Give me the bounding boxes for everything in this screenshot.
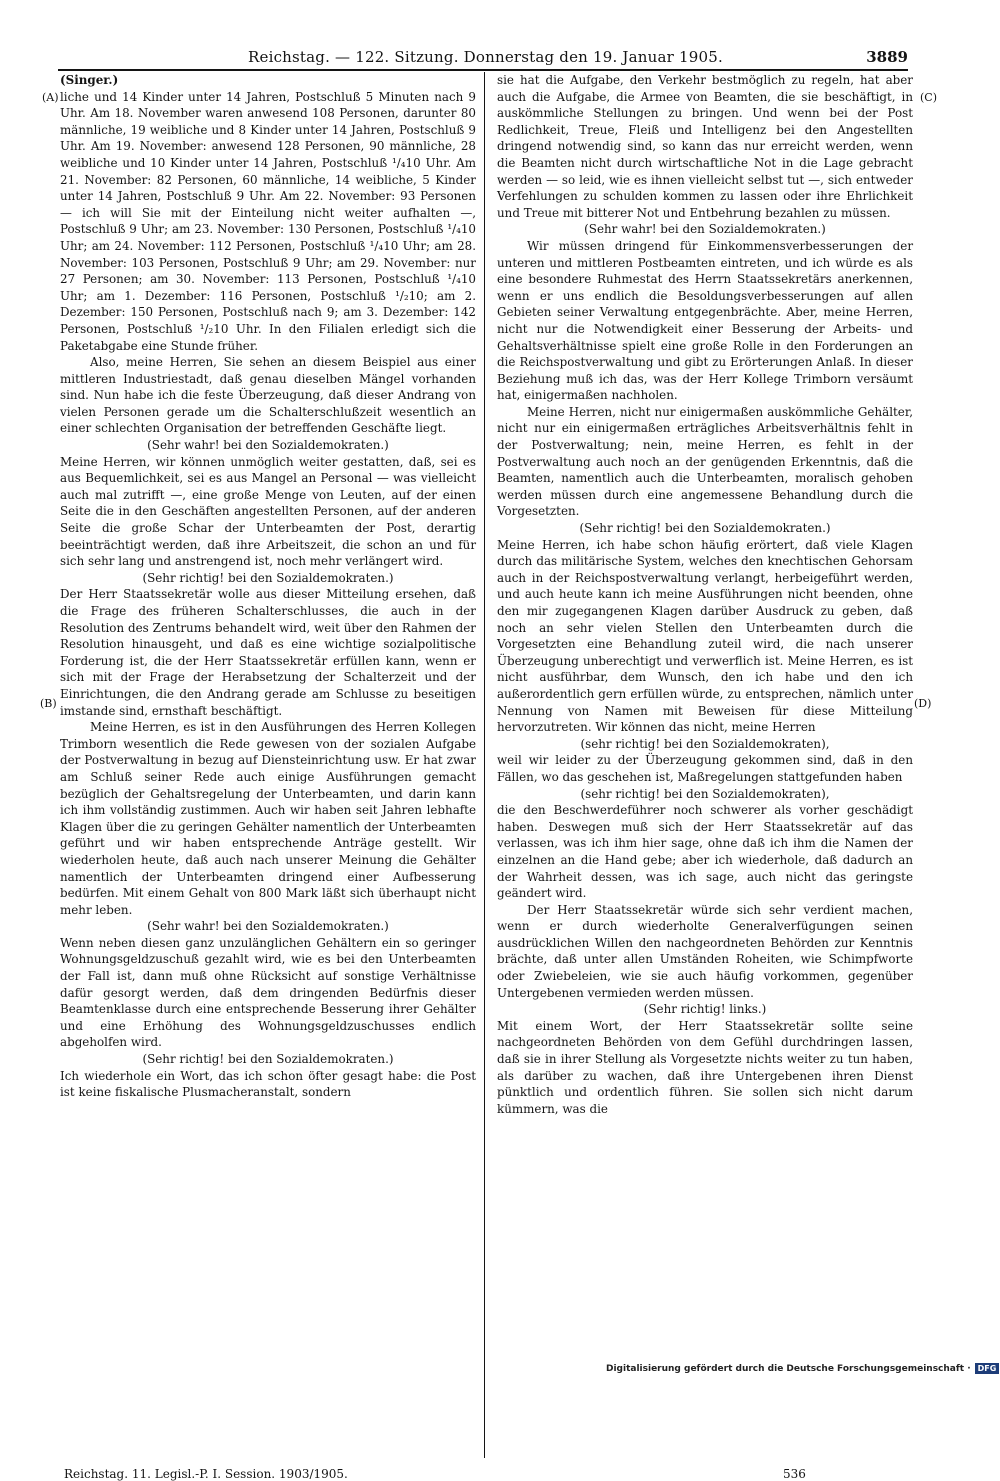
paragraph: Der Herr Staatssekretär würde sich sehr verdient machen, wenn er durch wiederholte Generalverfügungen seinen ausdrücklichen Willen den nachgeordneten Behörden zur Kenntnis brächte, daß unter allen Umständen Roheiten, wie Schimpfworte oder Zwiebeleien, wie sie auch häufig vorkommen, gegenüber Untergebenen vermieden werden müssen. — [497, 902, 913, 1000]
paragraph: Ich wiederhole ein Wort, das ich schon öfter gesagt habe: die Post ist keine fiskalische Plusmacheranstalt, sondern — [60, 1068, 476, 1100]
running-header — [58, 46, 908, 68]
paragraph: Meine Herren, ich habe schon häufig erörtert, daß viele Klagen durch das militärische System, welches den knechtischen Gehorsam auch in der Reichspostverwaltung verlangt, herbeigeführt werden, und auch heute kann ich meine Ausführungen nicht beenden, ohne den mir zugegangenen Klagen darüber Ausdruck zu geben, daß noch an sehr vielen Stellen den Unterbeamten durch die Vorgesetzten eine Behandlung zuteil wird, die nach unserer Überzeugung unberechtigt und verwerflich ist. Meine Herren, es ist nicht ausführbar, dem Wunsch, den ich habe und den ich außerordentlich gern erfüllen würde, zu entsprechen, nämlich unter Nennung von Namen mit Beweisen für diese Mitteilung hervorzutreten. Wir können das nicht, meine Herren — [497, 537, 913, 735]
paragraph: Mit einem Wort, der Herr Staatssekretär sollte seine nachgeordneten Behörden von dem Gefühl durchdringen lassen, daß sie in ihrer Stellung als Vorgesetzte nichts weiter zu tun haben, als darüber zu wachen, daß ihre Untergebenen ihren Dienst pünktlich und ordentlich führen. Sie sollen sich nicht darum kümmern, was die — [497, 1018, 913, 1116]
interjection: (sehr richtig! bei den Sozialdemokraten), — [580, 786, 830, 801]
funding-note — [606, 1363, 999, 1375]
header-title: Reichstag. — 122. Sitzung. Donnerstag den 19. Januar 1905. — [248, 48, 723, 66]
funding-note-text: Digitalisierung gefördert durch die Deutsche Forschungsgemeinschaft · — [606, 1364, 971, 1374]
margin-marker-c: (C) — [920, 91, 937, 104]
interjection: (Sehr richtig! bei den Sozialdemokraten.) — [142, 570, 394, 585]
header-rule — [58, 69, 908, 71]
dfg-logo: DFG — [975, 1363, 1000, 1374]
interjection: (Sehr wahr! bei den Sozialdemokraten.) — [147, 919, 389, 934]
interjection: (Sehr wahr! bei den Sozialdemokraten.) — [147, 438, 389, 453]
speaker-name: (Singer.) — [60, 73, 119, 87]
interjection: (Sehr wahr! bei den Sozialdemokraten.) — [584, 222, 826, 237]
paragraph: weil wir leider zu der Überzeugung gekommen sind, daß in den Fällen, wo das geschehen ist, Maßregelungen stattgefunden haben — [497, 753, 913, 784]
paragraph: Meine Herren, wir können unmöglich weiter gestatten, daß, sei es aus Bequemlichkeit, sei es aus Mangel an Personal — was vielleicht auch mal zutrifft —, eine große Menge von Leuten, auf der einen Seite die in den Geschäften angestellten Personen, auf der anderen Seite die große Schar der Unterbeamten der Post, derartig beeinträchtigt werden, daß ihre Arbeitszeit, die schon an und für sich sehr lang und anstrengend ist, noch mehr verlängert wird. — [60, 454, 476, 569]
paragraph: Also, meine Herren, Sie sehen an diesem Beispiel aus einer mittleren Industriestadt, daß genau dieselben Mängel vorhanden sind. Nun habe ich die feste Überzeugung, daß dieser Andrang von vielen Personen gerade um die Schalterschlußzeit wesentlich an einer schlechten Organisation der betreffenden Geschäfte liegt. — [60, 355, 476, 436]
paragraph: liche und 14 Kinder unter 14 Jahren, Postschluß 5 Minuten nach 9 Uhr. Am 18. November waren anwesend 108 Personen, darunter 80 männliche, 19 weibliche und 8 Kinder unter 14 Jahren, Postschluß 9 Uhr. Am 19. November: anwesend 128 Personen, 90 männliche, 28 weibliche und 10 Kinder unter 14 Jahren, Postschluß ¹/₄10 Uhr. Am 21. November: 82 Personen, 60 männliche, 14 weibliche, 5 Kinder unter 14 Jahren, Postschluß 9 Uhr. Am 22. November: 93 Personen — ich will Sie mit der Einteilung nicht weiter aufhalten —, Postschluß 9 Uhr; am 23. November: 130 Personen, Postschluß ¹/₄10 Uhr; am 24. November: 112 Personen, Postschluß ¹/₄10 Uhr; am 28. November: 103 Personen, Postschluß 9 Uhr; am 29. November: nur 27 Personen; am 30. November: 113 Personen, Postschluß ¹/₄10 Uhr; am 1. Dezember: 116 Personen, Postschluß ¹/₂10; am 2. Dezember: 150 Personen, Postschluß nach 9; am 3. Dezember: 142 Personen, Postschluß ¹/₂10 Uhr. In den Filialen erledigt sich die Paketabgabe eine Stunde früher. — [60, 89, 476, 353]
paragraph: sie hat die Aufgabe, den Verkehr bestmöglich zu regeln, hat aber auch die Aufgabe, die Armee von Beamten, die sie beschäftigt, in auskömmliche Stellungen zu bringen. Und wenn bei der Post Redlichkeit, Treue, Fleiß und Intelligenz bei den Angestellten dringend notwendig sind, so kann das nur erreicht werden, wenn die Beamten nicht durch wirtschaftliche Not in die Lage gebracht werden — so leid, wie es ihnen vielleicht selbst tut —, sich entweder Verfehlungen zu schulden kommen zu lassen oder ihre Ehrlichkeit und Treue mit bitterer Not und Entbehrung bezahlen zu müssen. — [497, 73, 913, 220]
margin-marker-a: (A) — [42, 91, 59, 104]
margin-marker-b: (B) — [40, 697, 57, 710]
interjection: (Sehr richtig! bei den Sozialdemokraten.) — [142, 1052, 394, 1067]
paragraph: Wenn neben diesen ganz unzulänglichen Gehältern ein so geringer Wohnungsgeldzuschuß gezahlt wird, wie es bei den Unterbeamten der Fall ist, dann muß ohne Rücksicht auf sonstige Verhältnisse dafür gesorgt werden, daß dem dringenden Bedürfnis dieser Beamtenklasse durch eine entsprechende Besserung ihrer Gehälter und eine Erhöhung des Wohnungsgeldzuschusses endlich abgeholfen wird. — [60, 935, 476, 1050]
paragraph: die den Beschwerdeführer noch schwerer als vorher geschädigt haben. Deswegen muß sich der Herr Staatssekretär auf das verlassen, was ich ihm hier sage, ohne daß ich ihm die Namen der einzelnen an die Hand gebe; aber ich wiederhole, daß dadurch an der Wahrheit dessen, was ich sage, auch nicht das geringste geändert wird. — [497, 803, 913, 901]
paragraph: Meine Herren, es ist in den Ausführungen des Herren Kollegen Trimborn wesentlich die Rede gewesen von der sozialen Aufgabe der Postverwaltung in bezug auf Diensteinrichtung usw. Er hat zwar am Schluß seiner Rede auch einige Ausführungen gemacht bezüglich der Gehaltsregelung der Unterbeamten, und darin kann ich ihm vollständig zustimmen. Auch wir haben seit Jahren lebhafte Klagen über die zu geringen Gehälter namentlich der Unterbeamten geführt und wir haben entsprechende Anträge gestellt. Wir wiederholen heute, daß auch nach unserer Meinung die Gehälter namentlich der Unterbeamten dringend einer Aufbesserung bedürfen. Mit einem Gehalt von 800 Mark läßt sich überhaupt nicht mehr leben. — [60, 720, 476, 917]
column-divider — [484, 72, 485, 1458]
footer-sheet-number: 536 — [783, 1467, 806, 1481]
interjection: (Sehr richtig! links.) — [643, 1002, 767, 1017]
right-column — [497, 72, 913, 1117]
interjection: (sehr richtig! bei den Sozialdemokraten), — [580, 736, 830, 751]
paragraph: Meine Herren, nicht nur einigermaßen auskömmliche Gehälter, nicht nur ein einigermaßen erträgliches Arbeitsverhältnis fehlt in der Postverwaltung; nein, meine Herren, es fehlt in der Postverwaltung auch noch an der genügenden Erkenntnis, daß die Beamten, namentlich auch die Unterbeamten, moralisch gehoben werden müssen durch eine angemessene Behandlung durch die Vorgesetzten. — [497, 404, 913, 519]
page-number: 3889 — [866, 48, 908, 66]
interjection: (Sehr richtig! bei den Sozialdemokraten.) — [579, 521, 831, 536]
footer-session-note: Reichstag. 11. Legisl.-P. I. Session. 1903/1905. — [64, 1467, 348, 1481]
paragraph: Wir müssen dringend für Einkommensverbesserungen der unteren und mittleren Postbeamten eintreten, und ich würde es als eine besondere Ruhmestat des Herrn Staatssekretärs anerkennen, wenn er uns endlich die Besoldungsverbesserungen auf allen Gebieten seiner Verwaltung entgegenbrächte. Aber, meine Herren, nicht nur die Notwendigkeit einer Besserung der Arbeits- und Gehaltsverhältnisse spielt eine große Rolle in den Forderungen an die Reichspostverwaltung und gibt zu Erörterungen Anlaß. In dieser Beziehung muß ich das, was der Herr Kollege Trimborn versäumt hat, einigermaßen nachholen. — [497, 238, 913, 403]
margin-marker-d: (D) — [914, 697, 932, 710]
paragraph: Der Herr Staatssekretär wolle aus dieser Mitteilung ersehen, daß die Frage des früheren Schalterschlusses, die auch in der Resolution des Zentrums behandelt wird, weit über den Rahmen der Resolution hinausgeht, und daß es eine wichtige sozialpolitische Forderung ist, die der Herr Staatssekretär erfüllen kann, wenn er sich mit der Frage der Herabsetzung der Schalterzeit und der Einrichtungen, die den Andrang gerade am Schlusse zu beseitigen imstande sind, ernsthaft beschäftigt. — [60, 587, 476, 718]
left-column — [60, 72, 476, 1101]
